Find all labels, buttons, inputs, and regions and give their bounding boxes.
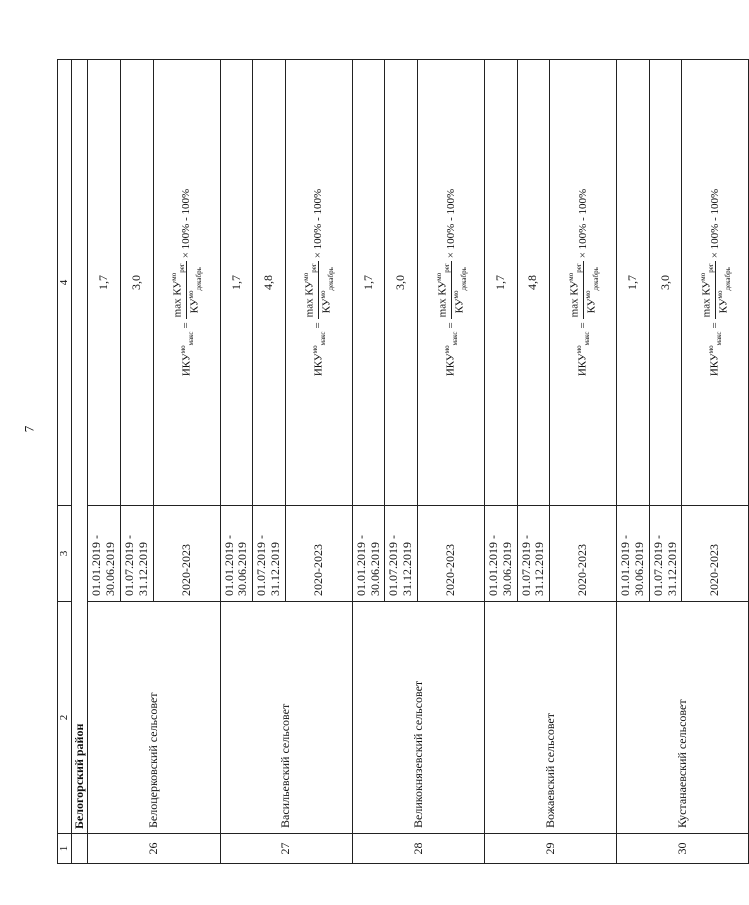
formula-tail: × 100% - 100% <box>312 188 325 259</box>
period-start: 01.07.2019 - <box>122 535 137 596</box>
period-cell <box>550 506 617 602</box>
period-end: 30.06.2019 <box>499 542 514 596</box>
formula <box>435 189 468 376</box>
formula-fraction: $\max КУ^{мо}_{рег}$ $КУ^{мо}_{декабрь}$ <box>434 263 468 318</box>
row-number: 28 <box>352 834 484 864</box>
formula <box>699 189 732 376</box>
period-cell <box>153 506 220 602</box>
period-cell <box>253 506 286 602</box>
period-end: 31.12.2019 <box>400 542 415 596</box>
period-cell <box>649 506 682 602</box>
table-row <box>617 60 650 864</box>
settlement-name: Белоцерковский сельсовет <box>88 602 220 834</box>
table-row <box>485 60 518 864</box>
period-start: 01.01.2019 - <box>221 535 236 596</box>
formula-fraction: $\max КУ^{мо}_{рег}$ $КУ^{мо}_{декабрь}$ <box>566 263 600 318</box>
indexation-formula <box>682 60 749 506</box>
indexation-formula <box>550 60 617 506</box>
period-start: 2020-2023 <box>310 544 325 596</box>
indexation-value: 1,7 <box>88 60 121 506</box>
indexation-value: 4,8 <box>253 60 286 506</box>
page-number: 7 <box>21 425 37 433</box>
period-cell <box>682 506 749 602</box>
formula-tail: × 100% - 100% <box>180 188 193 259</box>
formula-lhs: $ИКУ^{мо}_{макс}$ <box>310 331 327 377</box>
period-end: 30.06.2019 <box>367 542 382 596</box>
indexation-value: 3,0 <box>121 60 154 506</box>
period-start: 2020-2023 <box>575 544 590 596</box>
settlement-name: Кустанаевский сельсовет <box>617 602 749 834</box>
rotated-table-wrapper <box>57 60 732 864</box>
formula <box>302 189 335 376</box>
header-row <box>58 60 72 864</box>
indexation-formula <box>418 60 485 506</box>
period-start: 2020-2023 <box>178 544 193 596</box>
period-start: 01.07.2019 - <box>386 535 401 596</box>
settlement-name: Великокнязевский сельсовет <box>352 602 484 834</box>
row-number: 29 <box>485 834 617 864</box>
period-cell <box>88 506 121 602</box>
header-col-4: 4 <box>58 60 72 506</box>
formula-tail: × 100% - 100% <box>709 188 722 259</box>
row-number: 27 <box>220 834 352 864</box>
formula-lhs: $ИКУ^{мо}_{макс}$ <box>575 331 592 377</box>
row-number: 30 <box>617 834 749 864</box>
indexation-value: 1,7 <box>220 60 253 506</box>
equals-sign: = <box>180 322 193 329</box>
indexation-value: 3,0 <box>385 60 418 506</box>
period-cell <box>385 506 418 602</box>
formula-tail: × 100% - 100% <box>576 188 589 259</box>
equals-sign: = <box>576 322 589 329</box>
row-number: 26 <box>88 834 220 864</box>
table-row <box>352 60 385 864</box>
period-start: 01.01.2019 - <box>353 535 368 596</box>
equals-sign: = <box>709 322 722 329</box>
period-cell <box>418 506 485 602</box>
formula-fraction: $\max КУ^{мо}_{рег}$ $КУ^{мо}_{декабрь}$ <box>302 263 336 318</box>
indexation-value: 4,8 <box>517 60 550 506</box>
period-start: 01.01.2019 - <box>486 535 500 596</box>
equals-sign: = <box>312 322 325 329</box>
district-name: Белогорский район <box>71 60 88 834</box>
equals-sign: = <box>444 322 457 329</box>
indexation-value: 1,7 <box>485 60 518 506</box>
period-cell <box>285 506 352 602</box>
formula-tail: × 100% - 100% <box>444 188 457 259</box>
indexation-value: 3,0 <box>649 60 682 506</box>
formula <box>170 189 203 376</box>
table-row <box>88 60 121 864</box>
district-row <box>71 60 88 864</box>
indexation-value: 1,7 <box>352 60 385 506</box>
period-end: 30.06.2019 <box>235 542 250 596</box>
formula-lhs: $ИКУ^{мо}_{макс}$ <box>443 331 459 377</box>
period-end: 31.12.2019 <box>532 542 547 596</box>
formula-fraction: $\max КУ^{мо}_{рег}$ $КУ^{мо}_{декабрь}$ <box>698 263 732 318</box>
settlement-name: Вожаевский сельсовет <box>485 602 617 834</box>
period-start: 01.07.2019 - <box>254 535 269 596</box>
indexation-formula <box>153 60 220 506</box>
period-start: 2020-2023 <box>707 544 722 596</box>
header-col-2: 2 <box>58 602 72 834</box>
period-cell <box>121 506 154 602</box>
period-start: 2020-2023 <box>443 544 458 596</box>
table-row <box>220 60 253 864</box>
indexation-formula <box>285 60 352 506</box>
period-end: 31.12.2019 <box>135 542 150 596</box>
formula-lhs: $ИКУ^{мо}_{макс}$ <box>178 331 195 377</box>
period-start: 01.01.2019 - <box>89 535 104 596</box>
tariff-table <box>57 59 749 864</box>
period-cell <box>617 506 650 602</box>
period-end: 30.06.2019 <box>103 542 118 596</box>
period-cell <box>352 506 385 602</box>
indexation-value: 1,7 <box>617 60 650 506</box>
formula-fraction: $\max КУ^{мо}_{рег}$ $КУ^{мо}_{декабрь}$ <box>170 263 203 318</box>
period-cell <box>517 506 550 602</box>
header-col-3: 3 <box>58 506 72 602</box>
period-end: 30.06.2019 <box>631 542 646 596</box>
formula <box>567 189 600 376</box>
period-start: 01.07.2019 - <box>518 535 533 596</box>
period-end: 31.12.2019 <box>664 542 679 596</box>
formula-lhs: $ИКУ^{мо}_{макс}$ <box>707 331 724 377</box>
period-cell <box>485 506 518 602</box>
period-cell <box>220 506 253 602</box>
header-col-1: 1 <box>58 834 72 864</box>
rotated-table-area <box>57 60 732 864</box>
period-start: 01.01.2019 - <box>618 535 633 596</box>
period-end: 31.12.2019 <box>268 542 283 596</box>
period-start: 01.07.2019 - <box>650 535 665 596</box>
settlement-name: Васильевский сельсовет <box>220 602 352 834</box>
